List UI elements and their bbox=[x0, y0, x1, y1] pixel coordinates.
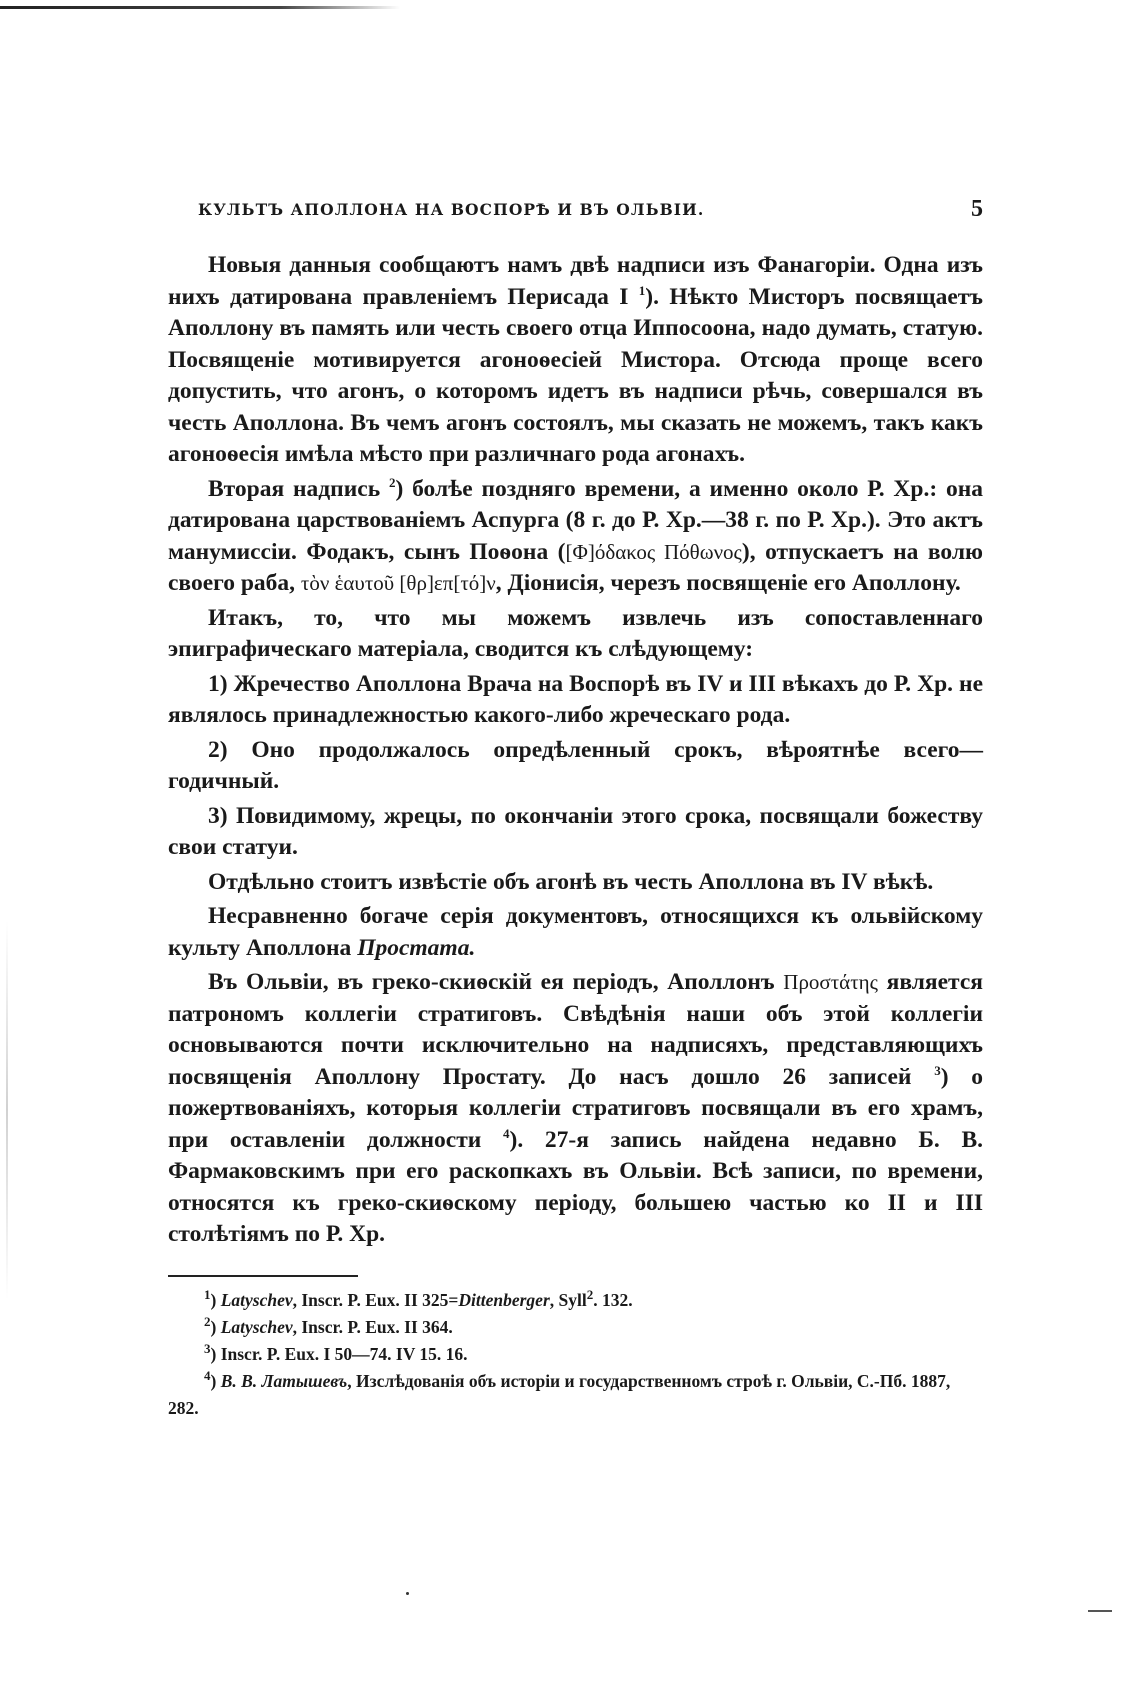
scan-mark-right bbox=[1088, 1610, 1112, 1612]
footnote-ref-2: 2 bbox=[388, 474, 396, 490]
scan-edge-line bbox=[0, 6, 400, 9]
list-item-2: 2) Оно продолжалось опредѣленный срокъ, вѣроятнѣе всего—годичный. bbox=[168, 736, 983, 794]
list-item-1: 1) Жречество Аполлона Врача на Воспорѣ въ IV и III вѣкахъ до Р. Хр. не являлось принадлежностью какого-либо жреческаго рода. bbox=[168, 670, 983, 728]
paragraph-2: Вторая надпись $^2$) болѣе поздняго времени, а именно около Р. Хр.: она датирована царствованіемъ Аспурга (8 г. до Р. Хр.—38 г. по Р. Хр.). Это актъ манумиссіи. Фодакъ, сынъ Поѳона ([Φ]όδακος Πόθωνος), отпускаетъ на волю своего раба, τὸν ἑαυτοῦ [θρ]επ[τό]ν, Діонисія, черезъ посвященіе его Аполлону. bbox=[168, 474, 984, 596]
footnote-divider bbox=[168, 1275, 358, 1277]
paragraph-6: Въ Ольвіи, въ греко-скиѳскій ея періодъ, Аполлонъ Προστάτης является патрономъ коллегіи стратиговъ. Свѣдѣнія наши объ этой коллегіи основываются почти исключительно на надписяхъ, представляющихъ посвященія Аполлону Простату. До насъ дошло 26 записей $^3$) о пожертвованіяхъ, которыя коллегіи стратиговъ посвящали въ его храмъ, при оставленіи должности $^4$). 27-я запись найдена недавно Б. В. Фармаковскимъ при его раскопкахъ въ Ольвіи. Всѣ записи, по времени, относятся къ греко-скиѳскому періоду, большею частью ко II и III столѣтіямъ по Р. Хр. bbox=[168, 969, 984, 1247]
running-title: КУЛЬТЪ АПОЛЛОНА НА ВОСПОРѢ И ВЪ ОЛЬВІИ. bbox=[198, 200, 705, 219]
footnote-1: $^1$) Latyschev, Inscr. P. Eux. II 325=Dittenberger, Syll$^2$. 132. bbox=[204, 1286, 633, 1310]
greek-name: [Φ]όδακος Πόθωνος bbox=[565, 539, 742, 564]
italic-title: Простата. bbox=[357, 934, 476, 961]
footnote-2: $^2$) Latyschev, Inscr. P. Eux. II 364. bbox=[204, 1313, 453, 1337]
book-page bbox=[168, 196, 983, 1422]
paragraph-3: Итакъ, то, что мы можемъ извлечь изъ сопоставленнаго эпиграфическаго матеріала, сводится къ слѣдующему: bbox=[168, 604, 983, 662]
footnote-4: $^4$) В. В. Латышевъ, Изслѣдованія объ исторіи и государственномъ строѣ г. Ольвіи, С.-Пб. 1887, 282. bbox=[168, 1367, 951, 1418]
footnote-ref-4: 4 bbox=[503, 1125, 510, 1141]
page-number: 5 bbox=[971, 196, 983, 222]
greek-epithet: Προστάτης bbox=[783, 970, 878, 994]
footnote-3: $^3$) Inscr. P. Eux. I 50—74. IV 15. 16. bbox=[204, 1340, 468, 1364]
paragraph-1: Новыя данныя сообщаютъ намъ двѣ надписи изъ Фанагоріи. Одна изъ нихъ датирована правленіемъ Перисада I $^1$). Нѣкто Мисторъ посвящаетъ Аполлону въ память или честь своего отца Иппосоона, надо думать, статую. Посвященіе мотивируется агоноѳесіей Мистора. Отсюда проще всего допустить, что агонъ, о которомъ идетъ въ надписи рѣчь, совершался въ честь Аполлона. Въ чемъ агонъ состоялъ, мы сказать не можемъ, такъ какъ агоноѳесія имѣла мѣсто при различнаго рода агонахъ. bbox=[168, 252, 983, 467]
scan-shadow-left bbox=[6, 920, 8, 1300]
main-text bbox=[168, 250, 983, 1251]
greek-phrase: τὸν ἑαυτοῦ [θρ]επ[τό]ν bbox=[300, 571, 496, 595]
scan-speck bbox=[406, 1592, 409, 1595]
list-item-3: 3) Повидимому, жрецы, по окончаніи этого срока, посвящали божеству свои статуи. bbox=[168, 802, 983, 860]
footnotes bbox=[168, 1287, 983, 1422]
paragraph-4: Отдѣльно стоитъ извѣстіе объ агонѣ въ честь Аполлона въ IV вѣкѣ. bbox=[208, 868, 934, 895]
running-head bbox=[168, 196, 983, 224]
footnote-ref-1: 1 bbox=[638, 282, 646, 298]
footnote-ref-3: 3 bbox=[934, 1062, 941, 1078]
paragraph-5: Несравненно богаче серія документовъ, относящихся къ ольвійскому культу Аполлона Простата. bbox=[168, 903, 983, 961]
